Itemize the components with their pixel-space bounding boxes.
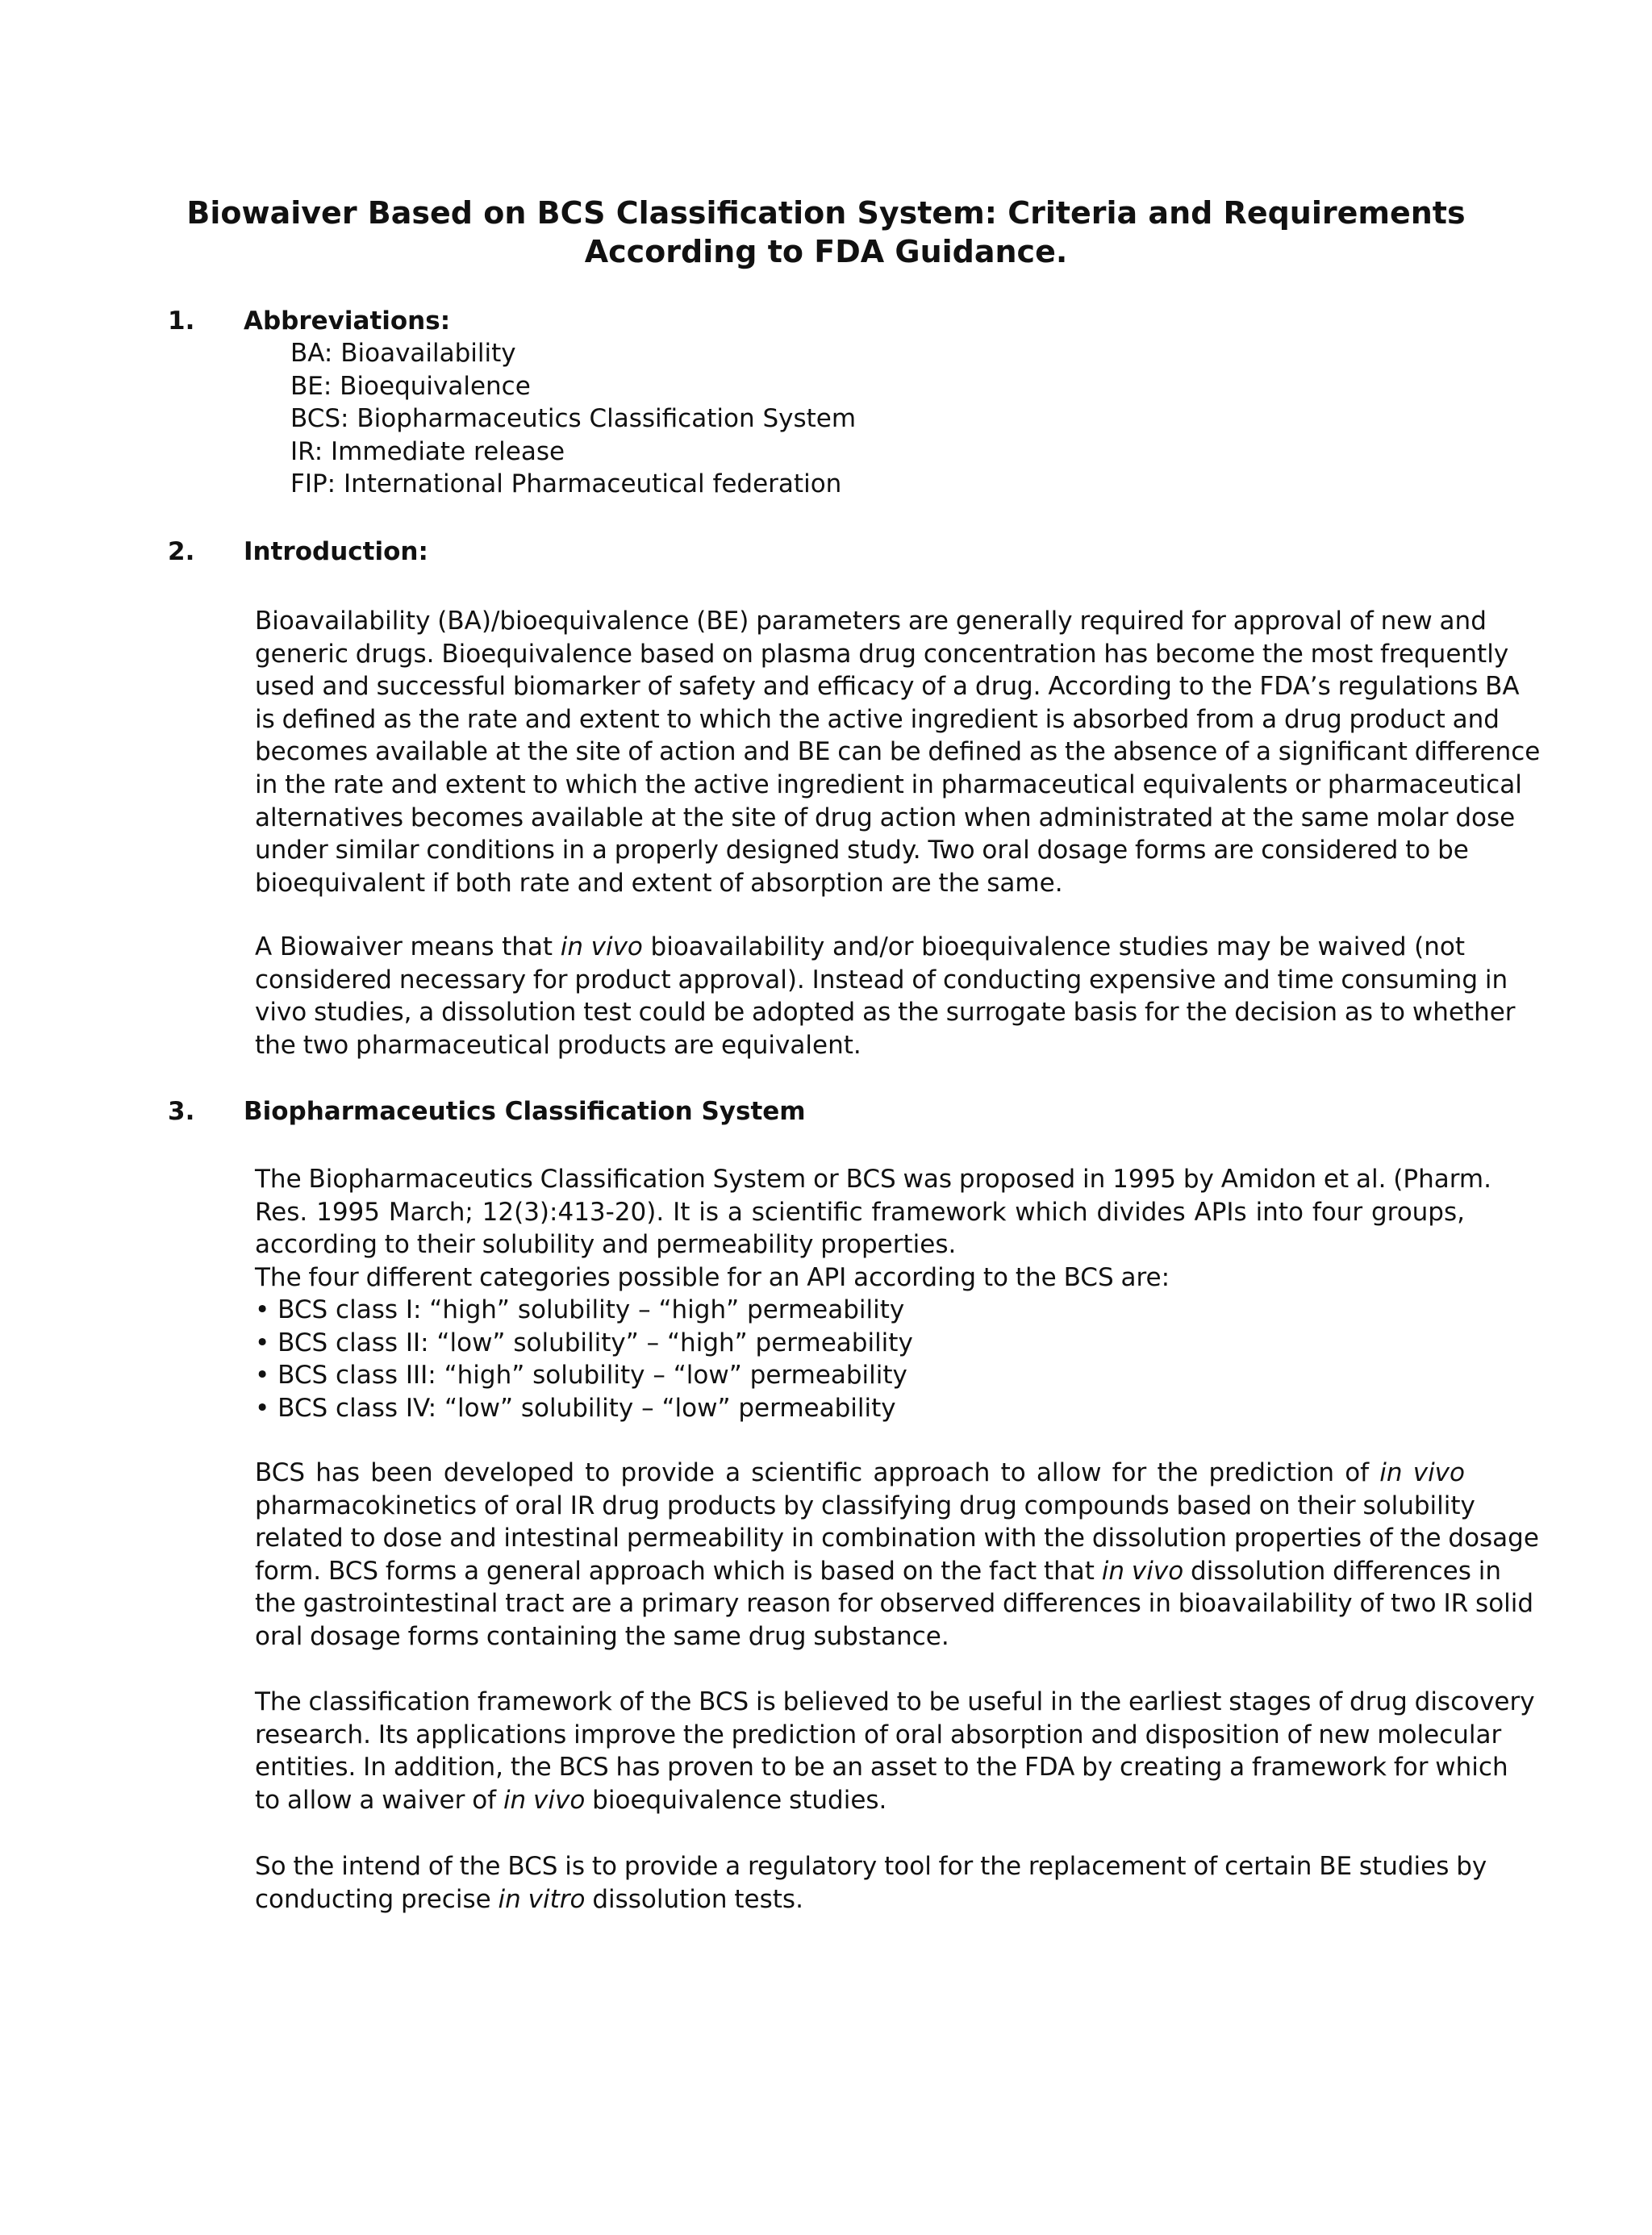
- text-run: conducting precise: [255, 1884, 499, 1914]
- title-line-2: According to FDA Guidance.: [584, 234, 1068, 269]
- text-line: The classification framework of the BCS is believed to be useful in the earliest stages of drug discovery: [255, 1687, 1535, 1716]
- text-line: So the intend of the BCS is to provide a regulatory tool for the replacement of certain BE studies by: [255, 1852, 1487, 1881]
- section-number: 1.: [168, 306, 195, 336]
- section-title: Introduction:: [244, 537, 428, 566]
- text-line: Bioavailability (BA)/bioequivalence (BE) parameters are generally required for approval of new and: [255, 607, 1487, 636]
- text-run: to allow a waiver of: [255, 1785, 503, 1815]
- text-line: related to dose and intestinal permeability in combination with the dissolution properties of the dosage: [255, 1524, 1539, 1553]
- text-line: bioequivalent if both rate and extent of absorption are the same.: [255, 868, 1063, 898]
- italic-term: in vivo: [503, 1785, 586, 1815]
- text-line: used and successful biomarker of safety and efficacy of a drug. According to the FDA’s regulations BA: [255, 672, 1520, 702]
- text-line: oral dosage forms containing the same drug substance.: [255, 1621, 949, 1651]
- text-run: BCS has been developed to provide a scientific approach to allow for the prediction of: [255, 1458, 1380, 1487]
- abbreviation-item: IR: Immediate release: [290, 436, 565, 466]
- text-line: generic drugs. Bioequivalence based on plasma drug concentration has become the most frequently: [255, 639, 1509, 669]
- text-line: vivo studies, a dissolution test could be adopted as the surrogate basis for the decision as to whether: [255, 998, 1516, 1028]
- text-line: in the rate and extent to which the active ingredient in pharmaceutical equivalents or pharmaceutical: [255, 769, 1522, 799]
- text-run: bioavailability and/or bioequivalence studies may be waived (not: [642, 932, 1465, 961]
- text-run: bioequivalence studies.: [585, 1785, 887, 1815]
- text-line: research. Its applications improve the prediction of oral absorption and disposition of new molecular: [255, 1720, 1502, 1749]
- abbreviation-item: BA: Bioavailability: [290, 339, 516, 368]
- bcs-class-item: • BCS class III: “high” solubility – “low” permeability: [255, 1361, 907, 1391]
- abbreviation-item: BE: Bioequivalence: [290, 371, 531, 401]
- bcs-paragraph-3: [255, 1686, 1535, 1816]
- text-line: [255, 1883, 1465, 1916]
- bcs-class-item: • BCS class IV: “low” solubility – “low” permeability: [255, 1393, 896, 1423]
- text-line: alternatives becomes available at the site of drug action when administrated at the same molar dose: [255, 803, 1516, 832]
- text-line: the two pharmaceutical products are equivalent.: [255, 1030, 861, 1060]
- section-2-heading: [168, 536, 428, 568]
- italic-term: in vivo: [560, 932, 643, 961]
- italic-term: in vivo: [1379, 1458, 1465, 1487]
- text-line: pharmacokinetics of oral IR drug products by classifying drug compounds based on their solubility: [255, 1491, 1475, 1520]
- text-line: according to their solubility and permeability properties.: [255, 1230, 957, 1260]
- text-line: [255, 1555, 1501, 1588]
- text-line: [255, 931, 1465, 964]
- section-title: Biopharmaceutics Classification System: [244, 1097, 806, 1126]
- text-line: The four different categories possible for an API according to the BCS are:: [255, 1262, 1170, 1292]
- text-line: entities. In addition, the BCS has proven to be an asset to the FDA by creating a framework for which: [255, 1753, 1508, 1783]
- italic-term: in vivo: [1101, 1556, 1184, 1586]
- text-line: Res. 1995 March; 12(3):413-20). It is a scientific framework which divides APIs into four groups,: [255, 1197, 1465, 1227]
- bcs-paragraph-1: [255, 1163, 1491, 1294]
- title-line-1: Biowaiver Based on BCS Classification System: Criteria and Requirements: [186, 195, 1466, 231]
- section-3-heading: [168, 1095, 806, 1128]
- bcs-paragraph-4: [255, 1850, 1487, 1916]
- section-number: 3.: [168, 1097, 195, 1126]
- abbreviation-item: BCS: Biopharmaceutics Classification System: [290, 404, 857, 433]
- text-line: is defined as the rate and extent to which the active ingredient is absorbed from a drug product and: [255, 704, 1500, 734]
- abbreviation-item: FIP: International Pharmaceutical federation: [290, 469, 842, 498]
- bcs-paragraph-2: [255, 1457, 1539, 1653]
- text-run: dissolution tests.: [585, 1884, 803, 1914]
- text-line: considered necessary for product approval). Instead of conducting expensive and time consuming in: [255, 965, 1508, 994]
- text-line: the gastrointestinal tract are a primary reason for observed differences in bioavailability of two IR solid: [255, 1589, 1534, 1619]
- italic-term: in vitro: [498, 1884, 586, 1914]
- intro-paragraph-1: [255, 605, 1541, 899]
- text-line: [255, 1457, 1465, 1490]
- bcs-class-item: • BCS class II: “low” solubility” – “high” permeability: [255, 1328, 913, 1357]
- section-number: 2.: [168, 537, 195, 566]
- section-title: Abbreviations:: [244, 306, 451, 336]
- document-title: [161, 194, 1491, 271]
- abbreviations-list: [290, 337, 856, 501]
- text-line: [255, 1784, 1465, 1817]
- bcs-class-item: • BCS class I: “high” solubility – “high” permeability: [255, 1295, 905, 1324]
- text-run: A Biowaiver means that: [255, 932, 561, 961]
- text-run: form. BCS forms a general approach which is based on the fact that: [255, 1556, 1102, 1586]
- text-line: under similar conditions in a properly designed study. Two oral dosage forms are considered to be: [255, 836, 1469, 865]
- text-line: becomes available at the site of action and BE can be defined as the absence of a significant difference: [255, 737, 1541, 767]
- section-1-heading: [168, 305, 450, 337]
- bcs-class-list: [255, 1294, 913, 1424]
- text-run: dissolution differences in: [1183, 1556, 1501, 1586]
- text-line: The Biopharmaceutics Classification System or BCS was proposed in 1995 by Amidon et al. (Pharm.: [255, 1165, 1491, 1194]
- intro-paragraph-2: [255, 931, 1516, 1061]
